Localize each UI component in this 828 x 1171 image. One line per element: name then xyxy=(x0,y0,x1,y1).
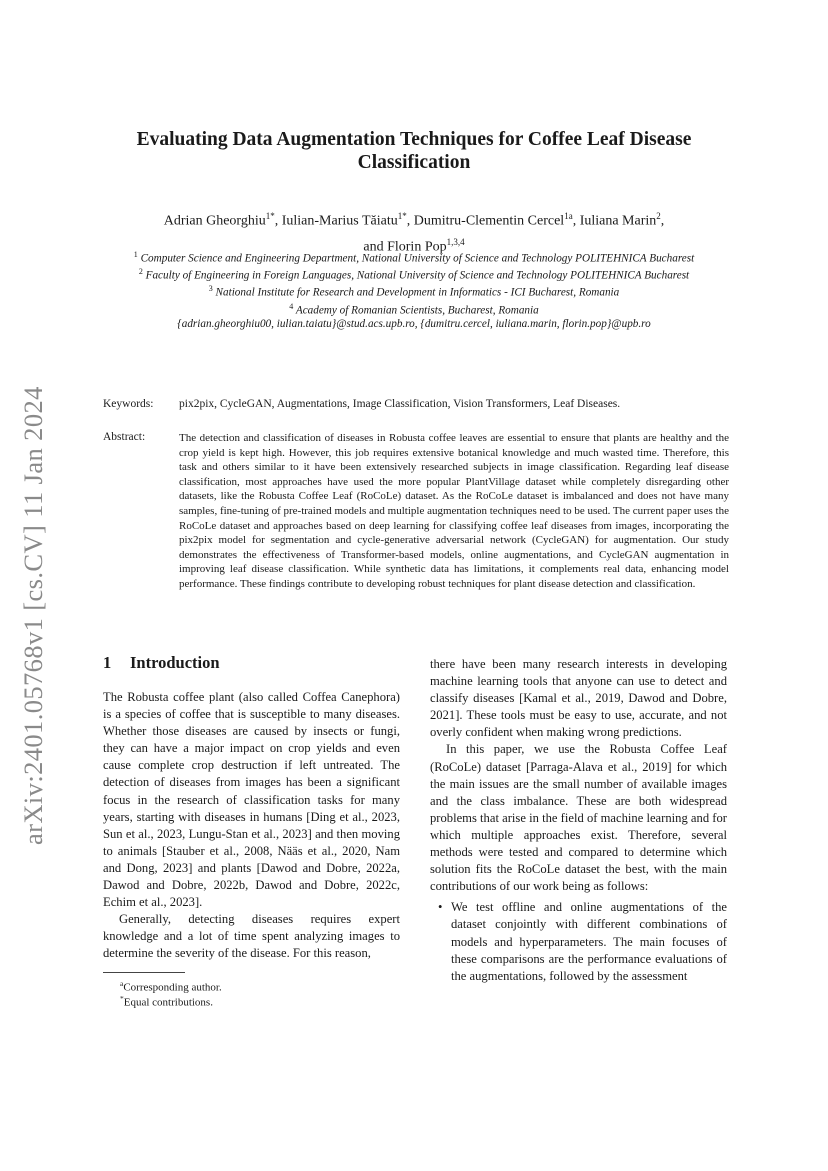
body-paragraph: The Robusta coffee plant (also called Coffea Canephora) is a species of coffee that is susceptible to many diseases. Whether those diseases are caused by insects or fungi, they can have a major impact on crop yields and even cause complete crop destruction if left untreated. The detection of diseases from images has been a significant focus in the research of classification tasks for many years, starting with diseases in humans [Ding et al., 2023, Sun et al., 2023, Lungu-Stan et al., 2023] and then moving to animals [Stauber et al., 2008, Nääs et al., 2020, Nam and Dong, 2023] and plants [Dawod and Dobre, 2022a, Dawod and Dobre, 2022b, Dawod and Dobre, 2022c, Echim et al., 2023]. xyxy=(103,690,400,910)
abstract-text: The detection and classification of diseases in Robusta coffee leaves are essential to ensure that plants are healthy and the crop yield is kept high. However, this job requires extensive botanical knowledge and much wasted time. Therefore, this task and others similar to it have been extensively researched subjects in image classification. Regarding leaf disease classification, most approaches have used the more popular PlantVillage dataset while completely disregarding other datasets, like the Robusta Coffee Leaf (RoCoLe) dataset. As the RoCoLe dataset is imbalanced and does not have many samples, fine-tuning of pre-trained models and multiple augmentation techniques need to be used. The current paper uses the RoCoLe dataset and approaches based on deep learning for classifying coffee leaf diseases from images, incorporating the pix2pix model for segmentation and cycle-generative adversarial network (CycleGAN) for augmentation. Our study demonstrates the effectiveness of Transformer-based models, online augmentations, and CycleGAN augmentation in improving leaf disease classification. While synthetic data has limitations, it complements real data, enhancing model performance. These findings contribute to developing robust techniques for plant disease detection and classification. xyxy=(179,432,729,590)
footnote-divider xyxy=(103,972,185,973)
footnote-mark: a xyxy=(120,979,124,988)
bullet-icon: • xyxy=(438,900,443,915)
affiliation-2 xyxy=(80,265,748,283)
footnote-text: Corresponding author. xyxy=(123,981,222,994)
section-title: Introduction xyxy=(130,653,220,672)
author-list: Adrian Gheorghiu$^{1*}$, Iulian-Marius Tăiatu$^{1*}$, Dumitru-Clementin Cercel$^{1a}$, Iuliana Marin$^2$, and Florin Pop$^{1,3,4}$ xyxy=(163,211,665,255)
list-item xyxy=(430,899,727,984)
footnote-mark: * xyxy=(120,994,124,1003)
arxiv-identifier-stamp: arXiv:2401.05768v1 [cs.CV] 11 Jan 2024 xyxy=(18,386,48,845)
footnote-text: Equal contributions. xyxy=(123,996,213,1009)
author-name: Dumitru-Clementin Cercel xyxy=(413,213,565,229)
left-column xyxy=(103,689,400,963)
keywords-label: Keywords: xyxy=(103,398,154,410)
affiliation-1 xyxy=(80,248,748,266)
right-column xyxy=(430,656,727,985)
affiliation-3 xyxy=(80,282,748,300)
author-name: Adrian Gheorghiu xyxy=(163,213,266,229)
author-affiliation-mark: 1* xyxy=(397,211,407,221)
author-affiliation-mark: 1* xyxy=(265,211,275,221)
author-name: and Florin Pop xyxy=(363,239,447,255)
abstract-label: Abstract: xyxy=(103,431,146,443)
author-affiliation-mark: 1a xyxy=(564,211,573,221)
affiliation-text: Computer Science and Engineering Department, National University of Science and Technology POLITEHNICA Bucharest xyxy=(140,252,695,265)
affiliation-number: 1 xyxy=(133,250,138,259)
author-name: Iuliana Marin xyxy=(579,213,657,229)
body-paragraph: In this paper, we use the Robusta Coffee Leaf (RoCoLe) dataset [Parraga-Alava et al., 2019] for which the main issues are the small number of available images and the class imbalance. These are both widespread problems that arise in the field of machine learning and for which multiple approaches exist. Therefore, several methods were tested and compared to determine which solution fits the RoCoLe dataset the best, with the main contributions of our work being as follows: xyxy=(430,742,727,894)
author-emails: {adrian.gheorghiu00, iulian.taiatu}@stud.acs.upb.ro, {dumitru.cercel, iuliana.marin, florin.pop}@upb.ro xyxy=(177,318,651,330)
contribution-list xyxy=(430,899,727,984)
body-paragraph: there have been many research interests in developing machine learning tools that anyone can use to detect and classify diseases [Kamal et al., 2019, Dawod and Dobre, 2021]. These tools must be easy to use, accurate, and not overly confident when making wrong predictions. xyxy=(430,657,727,740)
author-affiliation-mark: 1,3,4 xyxy=(446,236,465,247)
affiliation-number: 3 xyxy=(208,284,213,293)
affiliation-number: 4 xyxy=(289,302,294,311)
affiliation-text: Faculty of Engineering in Foreign Languages, National University of Science and Technology POLITEHNICA Bucharest xyxy=(145,269,690,282)
list-item-text: We test offline and online augmentations of the dataset conjointly with different combinations of models and hyperparameters. The main focuses of these comparisons are the performance evaluations of the augmentations, followed by the assessment xyxy=(451,900,727,983)
body-paragraph: Generally, detecting diseases requires expert knowledge and a lot of time spent analyzing images to determine the severity of the disease. For this reason, xyxy=(103,912,400,961)
affiliation-4 xyxy=(80,300,748,318)
affiliation-text: National Institute for Research and Development in Informatics - ICI Bucharest, Romania xyxy=(215,286,620,299)
affiliation-number: 2 xyxy=(138,267,143,276)
author-name: Iulian-Marius Tăiatu xyxy=(281,213,398,229)
paper-title: Evaluating Data Augmentation Techniques for Coffee Leaf Disease Classification xyxy=(136,129,692,173)
section-number: 1 xyxy=(103,653,112,672)
affiliation-text: Academy of Romanian Scientists, Bucharest, Romania xyxy=(295,304,539,317)
section-heading xyxy=(103,653,220,673)
keywords-text: pix2pix, CycleGAN, Augmentations, Image Classification, Vision Transformers, Leaf Diseases. xyxy=(179,398,621,410)
author-affiliation-mark: 2 xyxy=(656,211,661,221)
footnote xyxy=(120,992,213,1010)
